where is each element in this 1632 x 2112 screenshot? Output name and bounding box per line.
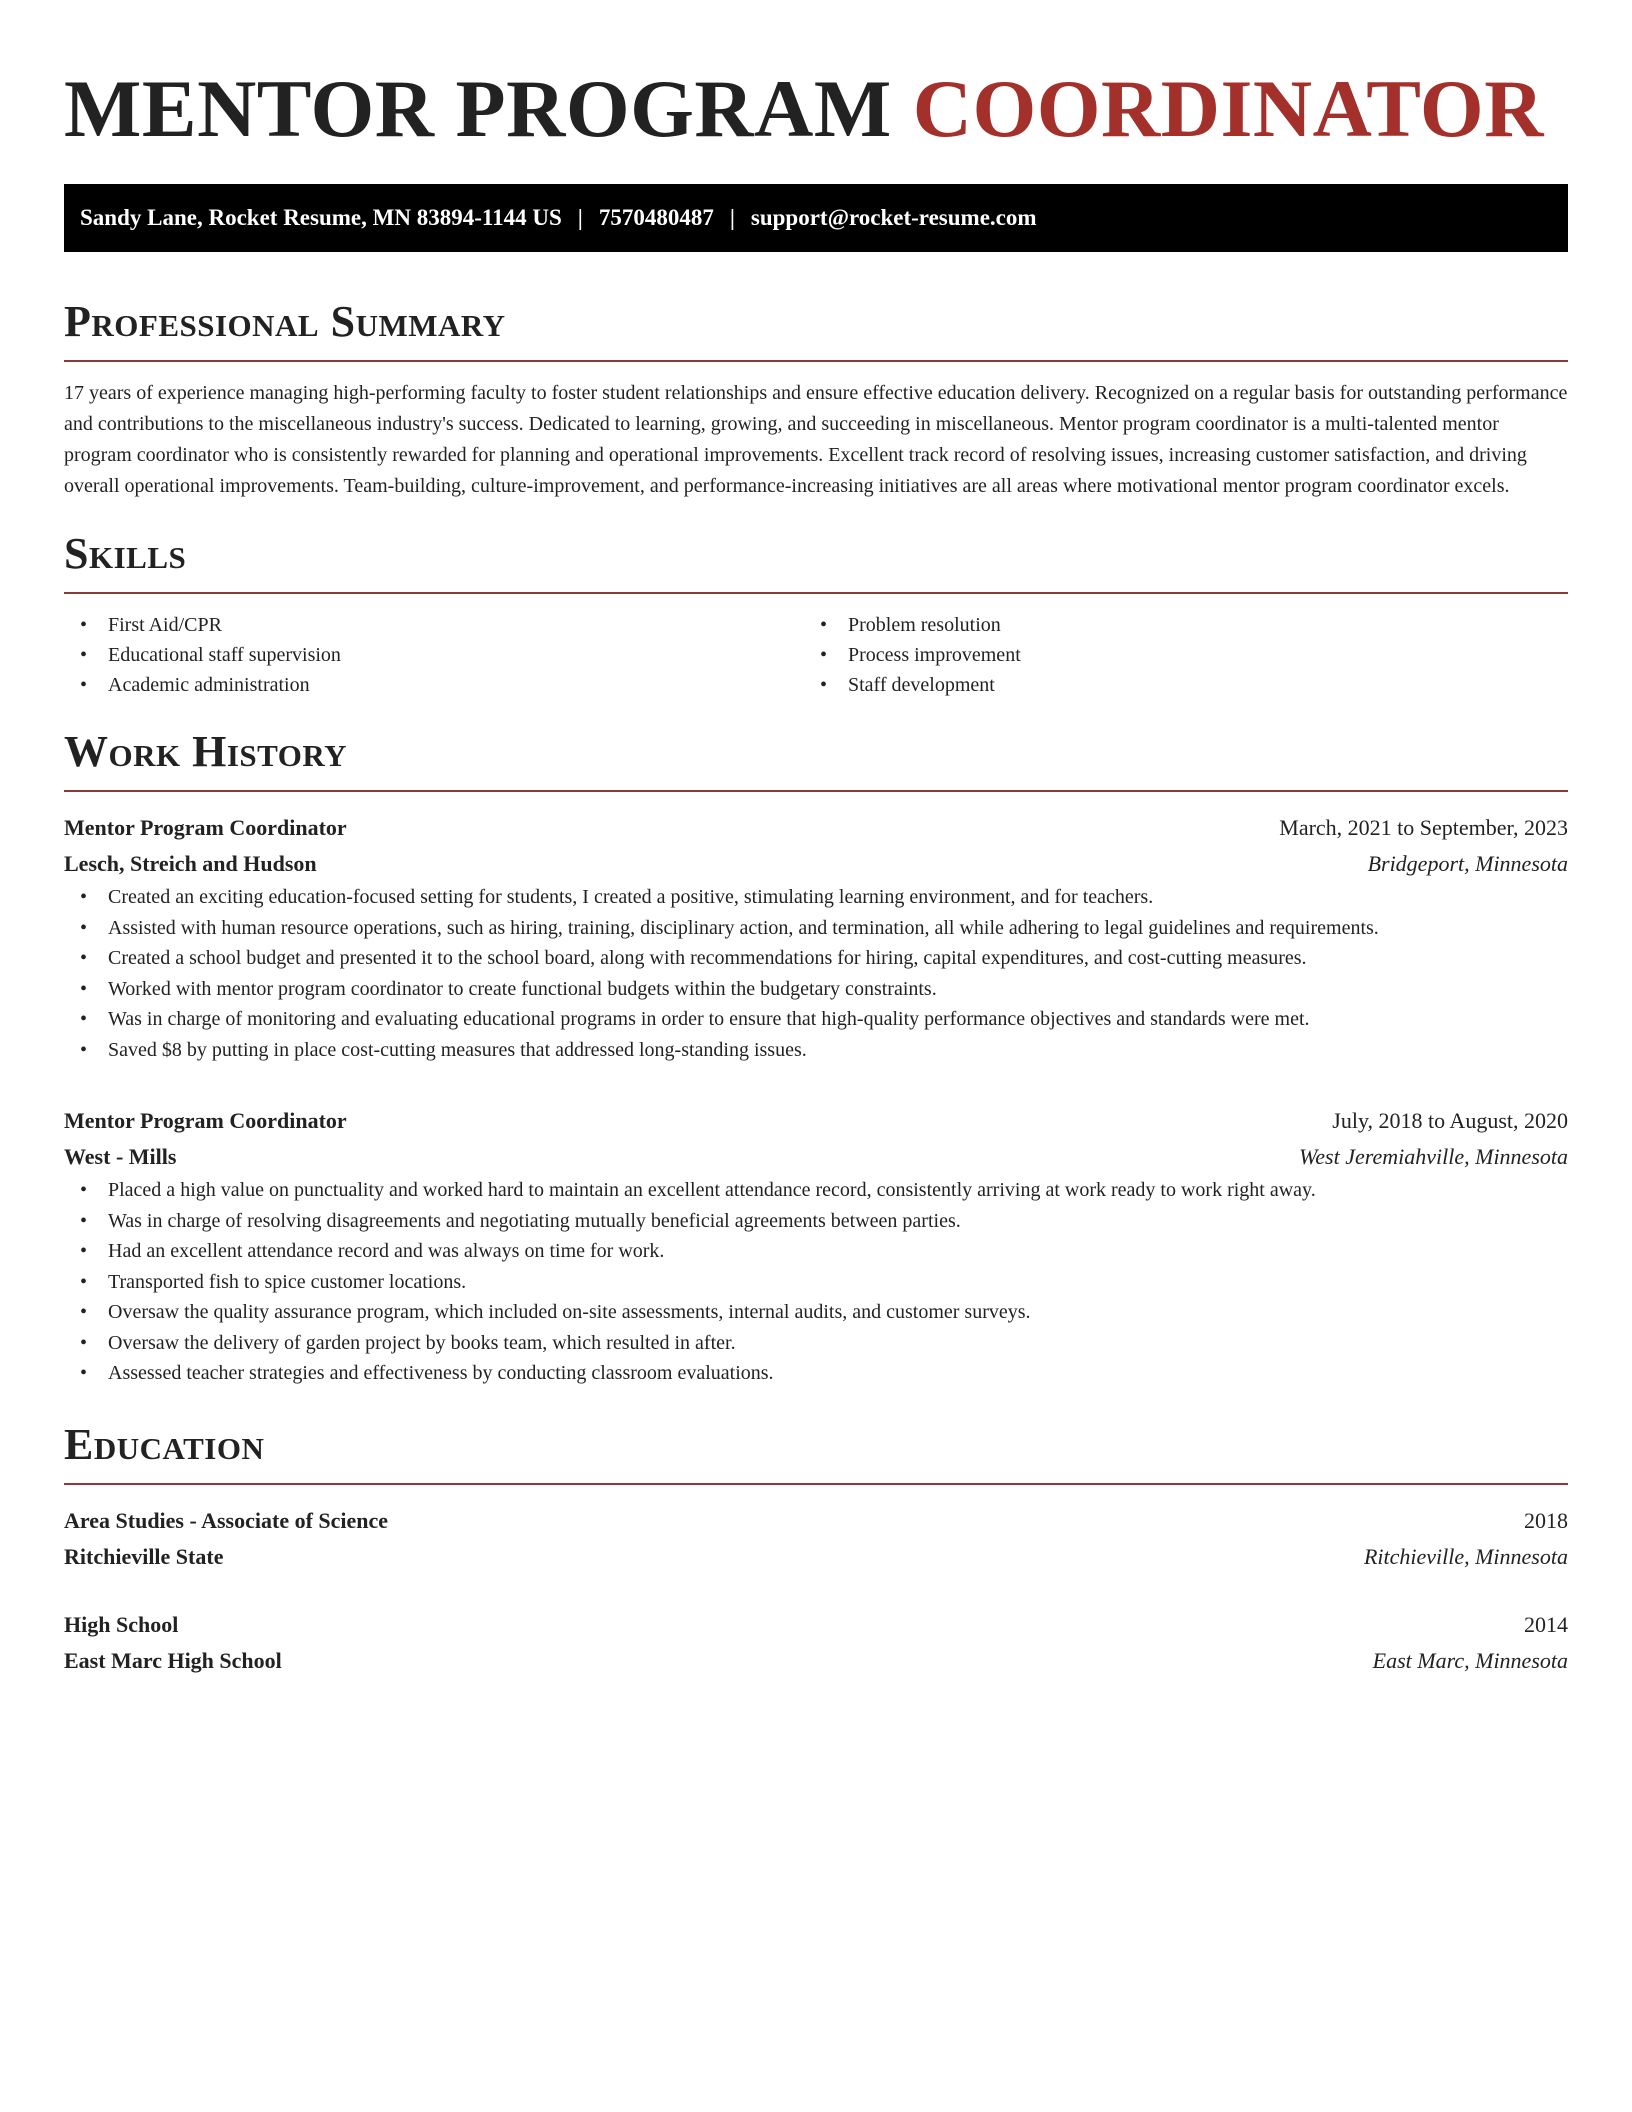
contact-separator: | [729,205,735,230]
contact-email: support@rocket-resume.com [750,205,1037,230]
title-part-1: MENTOR PROGRAM [64,63,892,154]
job-bullet: • Created an exciting education-focused setting for students, I created a positive, stimulating learning environment, and for teachers. [64,882,1568,913]
job-bullet: • Transported fish to spice customer locations. [64,1267,1568,1298]
skill-item: • First Aid/CPR [64,610,804,640]
job-bullet: • Oversaw the quality assurance program, which included on-site assessments, internal audits, and customer surveys. [64,1297,1568,1328]
job-entry [64,1103,1568,1389]
section-divider [64,592,1568,594]
job-location: West Jeremiahville, Minnesota [1298,1144,1568,1169]
job-bullet: • Placed a high value on punctuality and worked hard to maintain an excellent attendance record, consistently arriving at work ready to work right away. [64,1175,1568,1206]
education-location: Ritchieville, Minnesota [1363,1543,1568,1569]
section-heading-skills: Skills [64,529,187,578]
skills-list-right [804,610,1568,700]
education-degree: Area Studies - Associate of Science [64,1507,389,1533]
education-location: East Marc, Minnesota [1372,1647,1568,1673]
skills-grid [64,610,1568,700]
job-bullet: • Worked with mentor program coordinator to create functional budgets within the budgetary constraints. [64,974,1568,1005]
contact-address: Sandy Lane, Rocket Resume, MN 83894-1144 US [80,205,562,230]
section-divider [64,790,1568,792]
contact-bar [64,184,1568,252]
job-company: West - Mills [64,1144,177,1169]
job-bullet: • Assisted with human resource operations, such as hiring, training, disciplinary action, and termination, all while adhering to legal guidelines and requirements. [64,913,1568,944]
job-company: Lesch, Streich and Hudson [64,851,317,876]
job-bullet: • Created a school budget and presented it to the school board, along with recommendations for hiring, capital expenditures, and cost-cutting measures. [64,943,1568,974]
education-entry [64,1607,1568,1679]
job-dates: March, 2021 to September, 2023 [1279,815,1568,840]
section-divider [64,360,1568,362]
job-bullet: • Was in charge of monitoring and evaluating educational programs in order to ensure that high-quality performance objectives and standards were met. [64,1004,1568,1035]
skill-item: • Staff development [804,670,1568,700]
job-location: Bridgeport, Minnesota [1367,851,1568,876]
education-section [64,1419,1568,1679]
section-heading-summary: Professional Summary [64,297,506,346]
section-divider [64,1483,1568,1485]
summary-text: 17 years of experience managing high-performing faculty to foster student relationships and ensure effective education delivery. Recognized on a regular basis for outstanding performance and contributions to the miscellaneous industry's success. Dedicated to learning, growing, and succeeding in miscellaneous. Mentor program coordinator is a multi-talented mentor program coordinator who is consistently rewarded for planning and operational improvements. Excellent track record of resolving issues, increasing customer satisfaction, and driving overall operational improvements. Team-building, culture-improvement, and performance-increasing initiatives are all areas where motivational mentor program coordinator excels. [64,382,1568,497]
job-dates: July, 2018 to August, 2020 [1332,1108,1568,1133]
skills-section [64,529,1568,700]
job-entry [64,810,1568,1065]
education-year: 2018 [1524,1507,1568,1533]
skill-item: • Academic administration [64,670,804,700]
job-bullet: • Assessed teacher strategies and effectiveness by conducting classroom evaluations. [64,1358,1568,1389]
contact-phone: 7570480487 [598,205,714,230]
skill-item: • Problem resolution [804,610,1568,640]
section-heading-work: Work History [64,727,348,776]
work-history-section [64,727,1568,1389]
title-part-2: COORDINATOR [912,63,1544,154]
section-heading-education: Education [64,1419,265,1469]
skill-item: • Process improvement [804,640,1568,670]
job-bullet: • Had an excellent attendance record and was always on time for work. [64,1236,1568,1267]
education-degree: High School [64,1611,179,1637]
job-bullet: • Was in charge of resolving disagreements and negotiating mutually beneficial agreements between parties. [64,1206,1568,1237]
education-year: 2014 [1524,1611,1568,1637]
education-school: Ritchieville State [64,1543,224,1569]
skill-item: • Educational staff supervision [64,640,804,670]
resume-title [64,63,1568,154]
skills-list-left [64,610,804,700]
job-bullet-list [64,1175,1568,1389]
education-entry [64,1503,1568,1575]
contact-separator: | [577,205,583,230]
job-bullet: • Saved $8 by putting in place cost-cutting measures that addressed long-standing issues. [64,1035,1568,1066]
education-school: East Marc High School [64,1647,282,1673]
job-title: Mentor Program Coordinator [64,1108,347,1133]
job-title: Mentor Program Coordinator [64,815,347,840]
job-bullet-list [64,882,1568,1065]
job-bullet: • Oversaw the delivery of garden project by books team, which resulted in after. [64,1328,1568,1359]
professional-summary-section [64,297,1568,502]
